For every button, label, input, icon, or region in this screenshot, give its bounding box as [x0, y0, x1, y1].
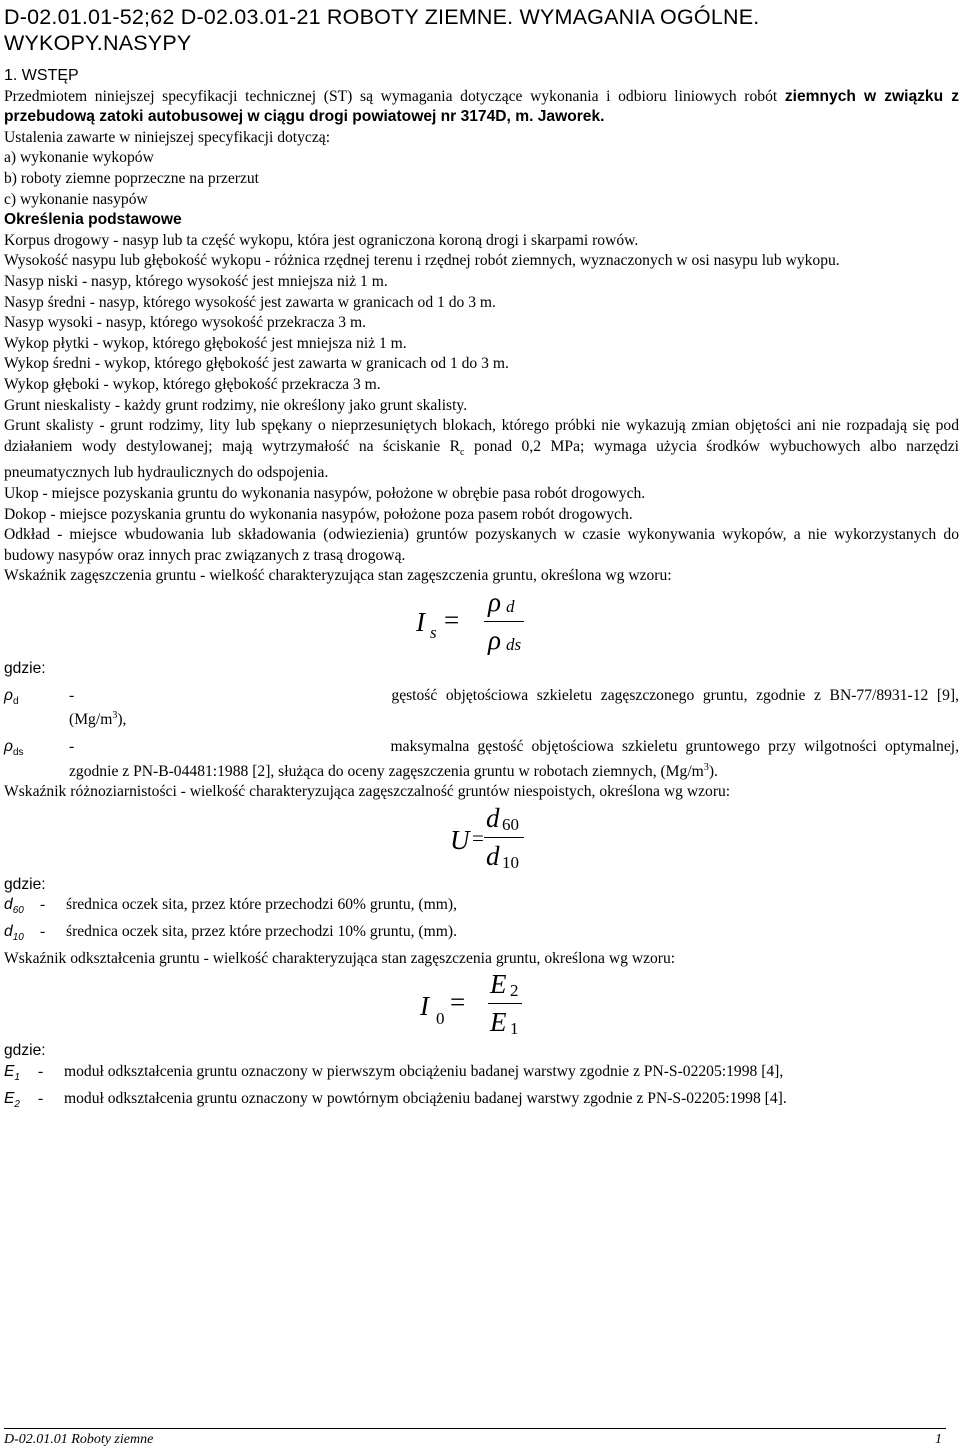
symbol-sub: 60 [12, 905, 24, 917]
formula-lhs: I [420, 991, 429, 1022]
formula-den-sub: 10 [502, 852, 519, 872]
uniformity-def-row [4, 895, 959, 922]
symbol-sub: d [12, 695, 19, 707]
footer-rule [4, 1428, 946, 1429]
definition-text: średnica oczek sita, przez które przechodzi 60% gruntu, (mm), [66, 896, 457, 914]
symbol-sub: 1 [14, 1072, 20, 1084]
fraction-bar [488, 1003, 522, 1004]
compaction-intro: Wskaźnik zagęszczenia gruntu - wielkość charakteryzująca stan zagęszczenia gruntu, określona wg wzoru: [4, 567, 672, 585]
symbol-d10 [4, 922, 40, 949]
scope-item: b) roboty ziemne poprzeczne na przerzut [4, 169, 259, 187]
dash: - [69, 686, 75, 704]
intro-paragraph [4, 87, 959, 128]
formula-den-sub: 1 [510, 1019, 519, 1039]
formula-num: ρ [488, 586, 501, 617]
definition-item: Ukop - miejsce pozyskania gruntu do wykonania nasypów, położone w obrębie pasa robót drogowych. [4, 484, 646, 502]
definitions-heading: Określenia podstawowe [4, 211, 182, 229]
definition-text: moduł odkształcenia gruntu oznaczony w pierwszym obciążeniu badanej warstwy zgodnie z PN-S-02205:1998 [4], [64, 1063, 784, 1081]
formula-eq: = [472, 825, 484, 850]
definition-text [69, 686, 959, 731]
deformation-formula [4, 969, 959, 1041]
definition-item: Wykop średni - wykop, którego głębokość jest zawarta w granicach od 1 do 3 m. [4, 355, 509, 373]
formula-den: E [490, 1007, 507, 1038]
formula-lhs-sub: s [430, 622, 437, 642]
scope-item: c) wykonanie nasypów [4, 190, 148, 208]
dash: - [38, 1089, 44, 1107]
intro-text: Przedmiotem niniejszej specyfikacji technicznej (ST) są wymagania dotyczące wykonania i odbioru liniowych robót [4, 87, 778, 105]
symbol-char: d [4, 923, 13, 941]
definition-text: średnica oczek sita, przez które przechodzi 10% gruntu, (mm). [66, 923, 457, 941]
footer-label: D-02.01.01 Roboty ziemne [4, 1432, 154, 1447]
definition-text [69, 737, 959, 782]
formula-den-sub: ds [506, 634, 522, 654]
definition-item: Odkład - miejsce wbudowania lub składowania (odwiezienia) gruntów pozyskanych w czasie wykonywania wykopów, a nie wykorzystanych do budowy nasypów oraz innych prac związanych z trasą drogową. [4, 526, 959, 564]
symbol-char: E [4, 1089, 15, 1107]
def-sup: 3 [703, 761, 709, 773]
symbol-sub: 10 [12, 932, 24, 944]
dash: - [40, 896, 46, 914]
formula-num-sub: 2 [510, 981, 519, 1001]
where-label: gdzie: [4, 659, 46, 677]
formula-num: E [490, 969, 507, 1000]
compaction-formula [4, 587, 959, 659]
definition-text: moduł odkształcenia gruntu oznaczony w powtórnym obciążeniu badanej warstwy zgodnie z PN-S-02205:1998 [4]. [64, 1089, 787, 1107]
dash: - [38, 1063, 44, 1081]
compaction-def-row [4, 737, 959, 782]
def-text-b: ), [117, 711, 127, 729]
definition-item: Korpus drogowy - nasyp lub ta część wykopu, która jest ograniczona koroną drogi i skarpami rowów. [4, 231, 639, 249]
definition-item: Nasyp niski - nasyp, którego wysokość jest mniejsza niż 1 m. [4, 272, 388, 290]
definition-item: Nasyp średni - nasyp, którego wysokość jest zawarta w granicach od 1 do 3 m. [4, 293, 496, 311]
formula-num-sub: 60 [502, 814, 519, 834]
deformation-intro: Wskaźnik odkształcenia gruntu - wielkość charakteryzująca stan zagęszczenia gruntu, określona wg wzoru: [4, 949, 676, 967]
dash: - [69, 737, 75, 755]
formula-num: d [486, 802, 500, 833]
where-label: gdzie: [4, 875, 46, 893]
definition-item: Wykop płytki - wykop, którego głębokość jest mniejsza niż 1 m. [4, 334, 407, 352]
formula-den: d [486, 840, 500, 871]
formula-eq: = [444, 604, 460, 635]
deformation-def [4, 1089, 959, 1116]
page-footer [0, 1432, 960, 1449]
symbol-char: ρ [4, 686, 13, 704]
intro-bold-text: ziemnych w związku z przebudową zatoki autobusowej w ciągu drogi powiatowej nr 3174D, m. Jaworek. [4, 87, 959, 126]
where-label: gdzie: [4, 1042, 46, 1060]
uniformity-def-row [4, 922, 959, 949]
formula-den: ρ [488, 624, 501, 655]
formula-lhs: U [450, 824, 470, 855]
section-title: 1. WSTĘP [4, 67, 79, 84]
symbol-char: E [4, 1063, 15, 1081]
compaction-def-row [4, 686, 959, 731]
symbol-rho-d [4, 686, 69, 731]
rocky-text-a: Grunt skalisty - grunt rodzimy, lity lub spękany o nieprzesuniętych blokach, którego próbki nie wykazują zmian objętości ani nie rozpadają się pod działaniem wody destylowanej; mają wytrzymałość na ściskanie R [4, 417, 959, 455]
fraction-bar [484, 837, 524, 838]
symbol-sub: ds [12, 747, 24, 759]
formula-eq: = [450, 987, 466, 1018]
rocky-soil-definition [4, 416, 959, 484]
scope-intro: Ustalenia zawarte w niniejszej specyfikacji dotyczą: [4, 128, 331, 146]
formula-num-sub: d [506, 596, 515, 616]
def-text-a: maksymalna gęstość objętościowa szkieletu gruntowego przy wilgotności optymalnej, zgodnie z PN-B-04481:1988 [2], służąca do oceny zagęszczenia gruntu w robotach ziemnych, (Mg/m [69, 737, 959, 780]
symbol-d60 [4, 895, 40, 922]
dash: - [40, 923, 46, 941]
symbol-char: d [4, 896, 13, 914]
document-body [4, 66, 959, 1115]
page-number: 1 [935, 1432, 942, 1447]
scope-item: a) wykonanie wykopów [4, 149, 154, 167]
definition-item: Grunt nieskalisty - każdy grunt rodzimy, nie określony jako grunt skalisty. [4, 396, 468, 414]
formula-lhs: I [416, 606, 425, 637]
fraction-bar [484, 621, 524, 622]
uniformity-formula [4, 803, 959, 875]
uniformity-intro: Wskaźnik różnoziarnistości - wielkość charakteryzująca zagęszczalność gruntów niespoistych, określona wg wzoru: [4, 783, 731, 801]
definition-item: Wysokość nasypu lub głębokość wykopu - różnica rzędnej terenu i rzędnej robót ziemnych, wyznaczonych w osi nasypu lub wykopu. [4, 252, 840, 270]
definition-item: Dokop - miejsce pozyskania gruntu do wykonania nasypów, położone poza pasem robót drogowych. [4, 505, 633, 523]
symbol-char: ρ [4, 737, 13, 755]
def-sup: 3 [112, 710, 118, 722]
def-text-b: ). [708, 762, 718, 780]
document-title: D-02.01.01-52;62 D-02.03.01-21 ROBOTY ZIEMNE. WYMAGANIA OGÓLNE. WYKOPY.NASYPY [4, 5, 760, 55]
rocky-subscript: c [460, 446, 465, 458]
definition-item: Wykop głęboki - wykop, którego głębokość przekracza 3 m. [4, 375, 381, 393]
formula-lhs-sub: 0 [436, 1009, 445, 1029]
rocky-text-b: ponad 0,2 MPa; wymaga użycia środków wybuchowych albo narzędzi pneumatycznych lub hydraulicznych do odspojenia. [4, 437, 959, 482]
definition-item: Nasyp wysoki - nasyp, którego wysokość przekracza 3 m. [4, 314, 367, 332]
def-text-a: gęstość objętościowa szkieletu zagęszczonego gruntu, zgodnie z BN-77/8931-12 [9], (Mg/m [69, 686, 959, 729]
symbol-rho-ds [4, 737, 69, 782]
deformation-def [4, 1062, 959, 1089]
symbol-sub: 2 [14, 1098, 20, 1110]
